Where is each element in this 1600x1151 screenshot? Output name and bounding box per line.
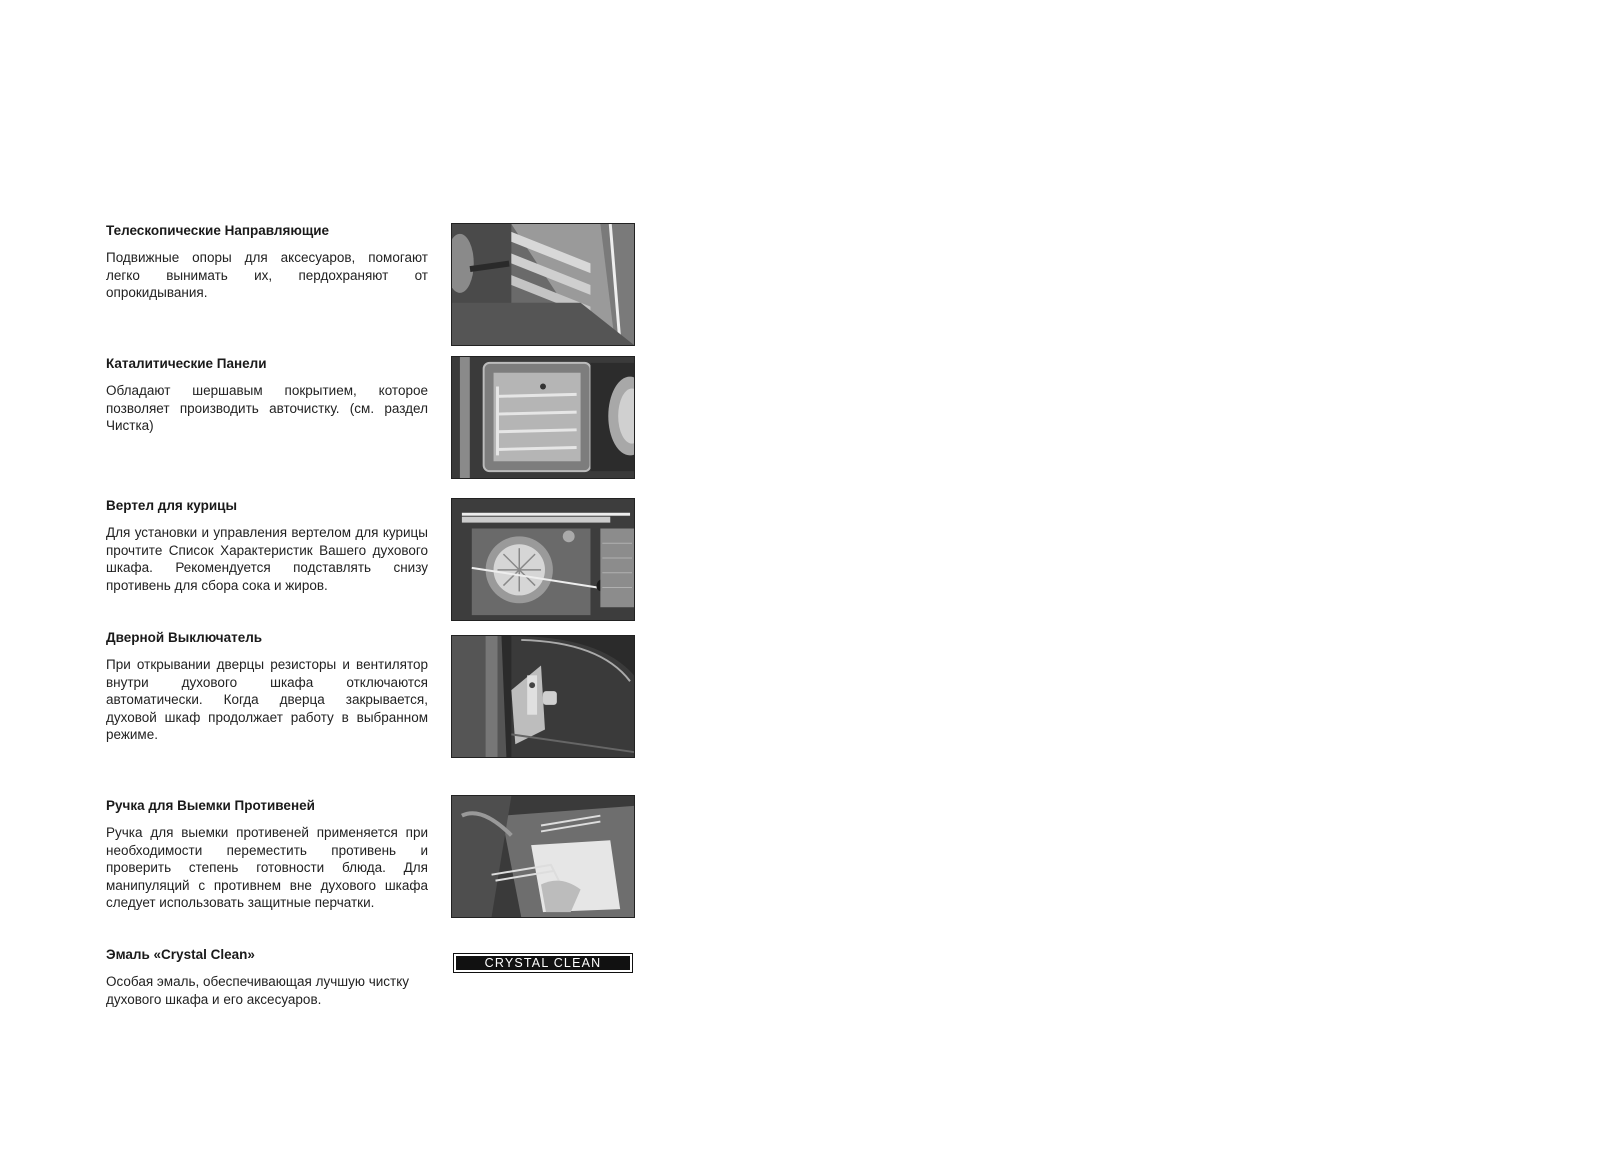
section-title: Эмаль «Crystal Clean» <box>106 947 255 962</box>
section-body: Подвижные опоры для аксесуаров, помогают легко вынимать их, пердохраняют от опрокидывания. <box>106 250 428 300</box>
section-title: Ручка для Выемки Противеней <box>106 798 315 813</box>
section-title: Дверной Выключатель <box>106 630 263 645</box>
section-tray-handle <box>106 797 428 912</box>
section-title: Вертел для курицы <box>106 498 238 513</box>
telescopic-guides-illustration <box>451 223 635 346</box>
crystal-clean-logo <box>453 953 633 973</box>
section-body: При открывании дверцы резисторы и вентилятор внутри духового шкафа отключаются автоматически. Когда дверца закрывается, духовой шкаф продолжает работу в выбранном режиме. <box>106 657 428 742</box>
crystal-clean-logo-text: CRYSTAL CLEAN <box>456 956 630 970</box>
section-body: Обладают шершавым покрытием, которое позволяет производить авточистку. (см. раздел Чистка) <box>106 383 428 433</box>
section-telescopic-guides <box>106 222 428 302</box>
section-title: Каталитические Панели <box>106 356 267 371</box>
section-rotisserie <box>106 497 428 594</box>
section-crystal-clean <box>106 946 428 1008</box>
rotisserie-illustration <box>451 498 635 621</box>
section-body: Ручка для выемки противеней применяется при необходимости переместить противень и проверить степень готовности блюда. Для манипуляций с противнем вне духового шкафа следует использовать защитные перчатки. <box>106 825 428 910</box>
section-title: Телескопические Направляющие <box>106 223 330 238</box>
door-switch-illustration <box>451 635 635 758</box>
section-body: Для установки и управления вертелом для курицы прочтите Список Характеристик Вашего духового шкафа. Рекомендуется подставлять снизу противень для сбора сока и жиров. <box>106 525 428 593</box>
tray-handle-illustration <box>451 795 635 918</box>
section-door-switch <box>106 629 428 744</box>
catalytic-panels-illustration <box>451 356 635 479</box>
section-body: Особая эмаль, обеспечивающая лучшую чистку духового шкафа и его аксесуаров. <box>106 974 410 1007</box>
section-catalytic-panels <box>106 355 428 435</box>
